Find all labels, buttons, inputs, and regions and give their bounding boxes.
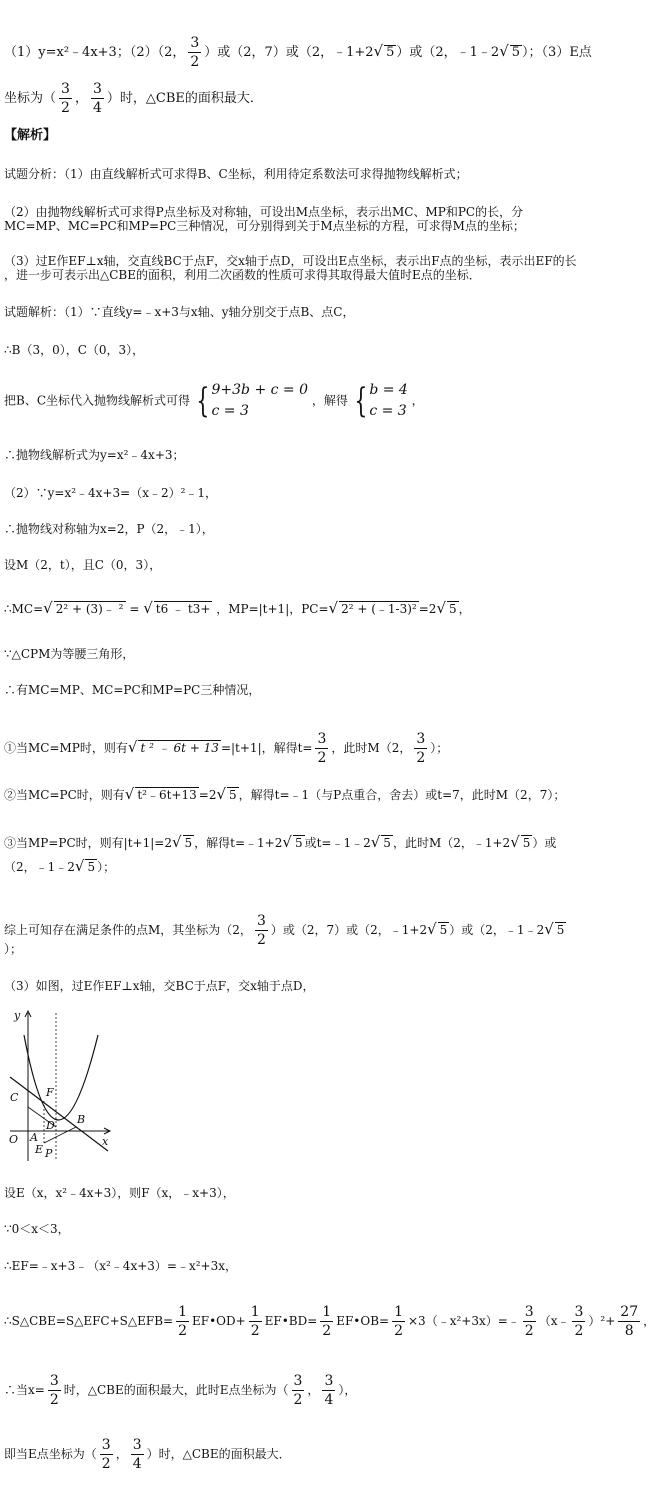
sqrt: 5 xyxy=(386,45,395,60)
label-p: P xyxy=(45,1147,53,1160)
fraction: $\frac{3}{2}$ xyxy=(49,1373,59,1408)
fraction: $\frac{1}{2}$ xyxy=(322,1304,332,1339)
fraction: $\frac{3}{2}$ xyxy=(524,1304,534,1339)
solution-line-case3: ③当MP=PC时，则有|t+1|=2√ 5 ，解得t=﹣1+2√ 5 或t=﹣1﹣2√ 5 ，此时M（2，﹣1+2√ 5 ）或 xyxy=(4,833,557,851)
solution-line-conclusion: 即当E点坐标为（ $\frac{3}{2}$ ， $\frac{3}{4}$ ）时，△CBE的面积最大． xyxy=(4,1437,291,1472)
solution-line: ∵△CPM为等腰三角形， xyxy=(4,647,135,661)
sqrt: 5 xyxy=(294,836,303,850)
fraction: $\frac{3}{2}$ xyxy=(574,1304,584,1339)
label-a: A xyxy=(30,1131,38,1144)
sqrt: 5 xyxy=(556,923,565,937)
solution-line: ∴有MC=MP、MC=PC和MP=PC三种情况， xyxy=(4,683,261,697)
solution-line: 试题解析：（1）∵直线y=﹣x+3与x轴、y轴分别交于点B、点C， xyxy=(4,305,355,319)
solution-line-case2: ②当MC=PC时，则有√ t²﹣6t+13 =2√ 5 ，解得t=﹣1（与P点重合，舍去）或t=7，此时M（2，7）； xyxy=(4,785,566,803)
fraction: $\frac{1}{2}$ xyxy=(250,1304,260,1339)
fraction: $\frac{1}{2}$ xyxy=(394,1304,403,1339)
parabola-curve xyxy=(24,1035,98,1120)
label-o: O xyxy=(9,1133,19,1146)
answer-line-2: 坐标为（ $\frac{3}{2}$ ， $\frac{3}{4}$ ）时，△CBE的面积最大． xyxy=(4,81,263,116)
solution-line-area: ∴S△CBE=S△EFC+S△EFB= $\frac{1}{2}$ EF•OD+ $\frac{1}{2}$ EF•BD= $\frac{1}{2}$ EF•OB= $\frac{1}{2}$ ×3（﹣x²+3x）=﹣ $\frac{3}{2}$ （x﹣ $\frac{3}{2}$ ）²+ $\frac{27}{8}$ ， xyxy=(4,1304,655,1339)
text: （1）y=x²﹣4x+3；（2）（2， xyxy=(4,45,186,60)
solution-line: ∴抛物线解析式为y=x²﹣4x+3； xyxy=(4,448,185,462)
solution-line-mc: ∴MC=√ 2² + (3)﹣ ² = √ t6 ﹣ t3+ ，MP=|t+1|，PC=√ 2² + (﹣1-3)² =2√ 5 ， xyxy=(4,599,471,617)
solution-line-summary: 综上可知存在满足条件的点M，其坐标为（2， $\frac{3}{2}$ ）或（2，7）或（2，﹣1+2√ 5 ）或（2，﹣1﹣2√ 5 xyxy=(4,913,565,948)
solution-line-case1: ①当MC=MP时，则有√ t ² ﹣ 6t + 13 =|t+1|，解得t= $\frac{3}{2}$ ，此时M（2， $\frac{3}{2}$ ）； xyxy=(4,731,449,766)
fraction: $\frac{27}{8}$ xyxy=(620,1304,639,1339)
solution-line: （3）如图，过E作EF⊥x轴，交BC于点F，交x轴于点D， xyxy=(4,979,315,993)
label-y: y xyxy=(14,1009,21,1022)
analysis-line: （3）过E作EF⊥x轴，交直线BC于点F，交x轴于点D，可设出E点坐标，表示出F点的坐标，表示出EF的长 xyxy=(4,254,577,268)
sqrt: 5 xyxy=(184,836,193,850)
label-c: C xyxy=(10,1091,19,1104)
solution-line-system: 把B、C坐标代入抛物线解析式可得 { 9+3b + c = 0 c = 3 ，解得 { b = 4 c = 3 ， xyxy=(4,381,424,421)
fraction: $\frac{3}{4}$ xyxy=(92,81,102,116)
sqrt: t6 ﹣ t3+ xyxy=(155,602,211,616)
sqrt: 5 xyxy=(383,836,391,850)
solution-line: ∴抛物线对称轴为x=2，P（2，﹣1）， xyxy=(4,522,214,536)
label-f: F xyxy=(46,1086,54,1099)
answer-line-1: （1）y=x²﹣4x+3；（2）（2， $\frac{3}{2}$ ）或（2，7）或（2，﹣1+2√ 5 ）或（2，﹣1﹣2√ 5 ）；（3）E点 xyxy=(4,35,592,70)
solution-line: ∴EF=﹣x+3﹣（x²﹣4x+3）=﹣x²+3x， xyxy=(4,1259,237,1273)
fraction: $\frac{3}{2}$ xyxy=(293,1373,303,1408)
label-b: B xyxy=(77,1113,86,1126)
sqrt: 5 xyxy=(439,923,448,937)
sqrt: 5 xyxy=(229,788,237,802)
brace: { xyxy=(354,381,367,421)
label-e: E xyxy=(35,1143,44,1156)
analysis-line: MC=MP、MC=PC和MP=PC三种情况，可分别得到关于M点坐标的方程，可求得M点的坐标； xyxy=(4,219,525,233)
equation-system: b = 4 c = 3 xyxy=(369,382,408,419)
solution-line: 设M（2，t），且C（0，3）， xyxy=(4,558,162,572)
sqrt: 2² + (﹣1-3)² xyxy=(341,602,417,616)
section-title: 【解析】 xyxy=(4,128,57,143)
equation-system: 9+3b + c = 0 c = 3 xyxy=(211,382,309,419)
sqrt: 2² + (3)﹣ ² xyxy=(55,602,124,616)
solution-line: （2）∵y=x²﹣4x+3=（x﹣2）²﹣1， xyxy=(4,486,218,500)
sqrt: 5 xyxy=(522,836,531,850)
label-x: x xyxy=(102,1135,109,1148)
fraction: $\frac{3}{4}$ xyxy=(324,1373,334,1408)
sqrt: t²﹣6t+13 xyxy=(137,788,197,802)
solution-line: ∴B（3，0），C（0，3）， xyxy=(4,343,145,357)
sqrt: 5 xyxy=(449,602,457,616)
sqrt: 5 xyxy=(511,45,521,60)
solution-line: ∵0＜x＜3， xyxy=(4,1222,70,1236)
sqrt: t ² ﹣ 6t + 13 xyxy=(140,741,219,755)
fraction: $\frac{3}{2}$ xyxy=(101,1437,111,1472)
analysis-line: ，进一步可表示出△CBE的面积，利用二次函数的性质可求得其取得最大值时E点的坐标． xyxy=(4,268,481,282)
fraction: $\frac{3}{2}$ xyxy=(317,731,327,766)
solution-line-case3b: （2，﹣1﹣2√ 5 ）； xyxy=(4,857,116,875)
label-d: D xyxy=(46,1119,55,1132)
solution-line: 设E（x，x²﹣4x+3），则F（x，﹣x+3）， xyxy=(4,1186,235,1200)
fraction: $\frac{1}{2}$ xyxy=(178,1304,187,1339)
fraction: $\frac{3}{2}$ xyxy=(190,35,200,70)
parabola-figure xyxy=(4,1005,116,1165)
fraction: $\frac{3}{2}$ xyxy=(416,731,426,766)
line-bc xyxy=(10,1077,108,1151)
fraction: $\frac{3}{4}$ xyxy=(132,1437,142,1472)
fraction: $\frac{3}{2}$ xyxy=(61,81,70,116)
brace: { xyxy=(196,381,210,421)
sqrt: 5 xyxy=(87,860,96,874)
solution-line-max: ∴当x= $\frac{3}{2}$ 时，△CBE的面积最大，此时E点坐标为（ $\frac{3}{2}$ ， $\frac{3}{4}$ ）， xyxy=(4,1373,357,1408)
analysis-line: 试题分析：（1）由直线解析式可求得B、C坐标，利用待定系数法可求得抛物线解析式； xyxy=(4,167,468,181)
fraction: $\frac{3}{2}$ xyxy=(256,913,266,948)
analysis-line: （2）由抛物线解析式可求得P点坐标及对称轴，可设出M点坐标，表示出MC、MP和PC的长，分 xyxy=(4,205,524,219)
solution-line: ）； xyxy=(4,942,23,956)
